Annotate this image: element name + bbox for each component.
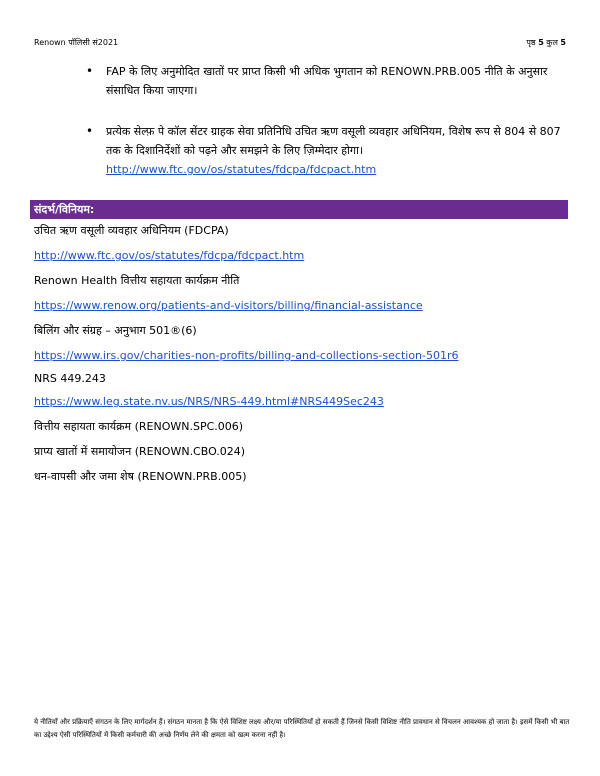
reference-link[interactable]: https://www.renow.org/patients-and-visitors/billing/financial-assistance [34, 299, 423, 312]
bullet-item [84, 122, 568, 179]
bullet-list [84, 62, 568, 179]
page-prefix: पृष्ठ [526, 38, 539, 47]
header-page-number [526, 37, 566, 48]
bullet-text: FAP के लिए अनुमोदित खातों पर प्राप्त किसी भी अधिक भुगतान को RENOWN.PRB.005 नीति के अनुसार संसाधित किया जाएगा। [106, 65, 548, 97]
reference-item: वित्तीय सहायता कार्यक्रम (RENOWN.SPC.006) [34, 420, 244, 433]
page-current: 5 [538, 38, 544, 47]
reference-item: NRS 449.243 [34, 372, 106, 385]
page-middle: कुल [543, 38, 561, 47]
section-header-references: संदर्भ/विनियम: [30, 200, 568, 219]
reference-link[interactable]: https://www.leg.state.nv.us/NRS/NRS-449.html#NRS449Sec243 [34, 395, 384, 408]
bullet-item [84, 62, 568, 100]
reference-item: प्राप्य खातों में समायोजन (RENOWN.CBO.024) [34, 445, 246, 458]
bullet-icon: • [86, 124, 94, 138]
footer-disclaimer: ये नीतियाँ और प्रक्रियाएँ संगठन के लिए मार्गदर्शन हैं। संगठन मानता है कि ऐसे विशिष्ट लक्ष्य और/या परिस्थितियाँ हो सकती हैं जिनसे किसी विशिष्ट नीति प्रावधान से विचलन आवश्यक हो जाता है। इसमें किसी भी बात का उद्देश्य ऐसी परिस्थितियों में किसी कर्मचारी की अच्छे निर्णय लेने की क्षमता को खत्म करना नहीं है। [34, 718, 570, 739]
fdcpa-link[interactable]: http://www.ftc.gov/os/statutes/fdcpa/fdcpact.htm [106, 163, 377, 176]
header-policy-number: Renown पॉलिसी सं2021 [34, 38, 119, 47]
page-total: 5 [560, 38, 566, 47]
reference-link[interactable]: http://www.ftc.gov/os/statutes/fdcpa/fdcpact.htm [34, 249, 305, 262]
bullet-icon: • [86, 64, 94, 78]
reference-item: Renown Health वित्तीय सहायता कार्यक्रम नीति [34, 274, 240, 287]
reference-item: उचित ऋण वसूली व्यवहार अधिनियम (FDCPA) [34, 224, 229, 237]
reference-link[interactable]: https://www.irs.gov/charities-non-profits/billing-and-collections-section-501r6 [34, 349, 459, 362]
reference-item: धन-वापसी और जमा शेष (RENOWN.PRB.005) [34, 470, 247, 483]
references-list [34, 222, 568, 484]
bullet-text: प्रत्येक सेल्फ़ पे कॉल सेंटर ग्राहक सेवा प्रतिनिधि उचित ऋण वसूली व्यवहार अधिनियम, विशेष रूप से 804 से 807 तक के दिशानिर्देशों को पढ़ने और समझने के लिए ज़िम्मेदार होगा। [106, 125, 561, 157]
reference-item: बिलिंग और संग्रह – अनुभाग 501®(6) [34, 324, 197, 337]
